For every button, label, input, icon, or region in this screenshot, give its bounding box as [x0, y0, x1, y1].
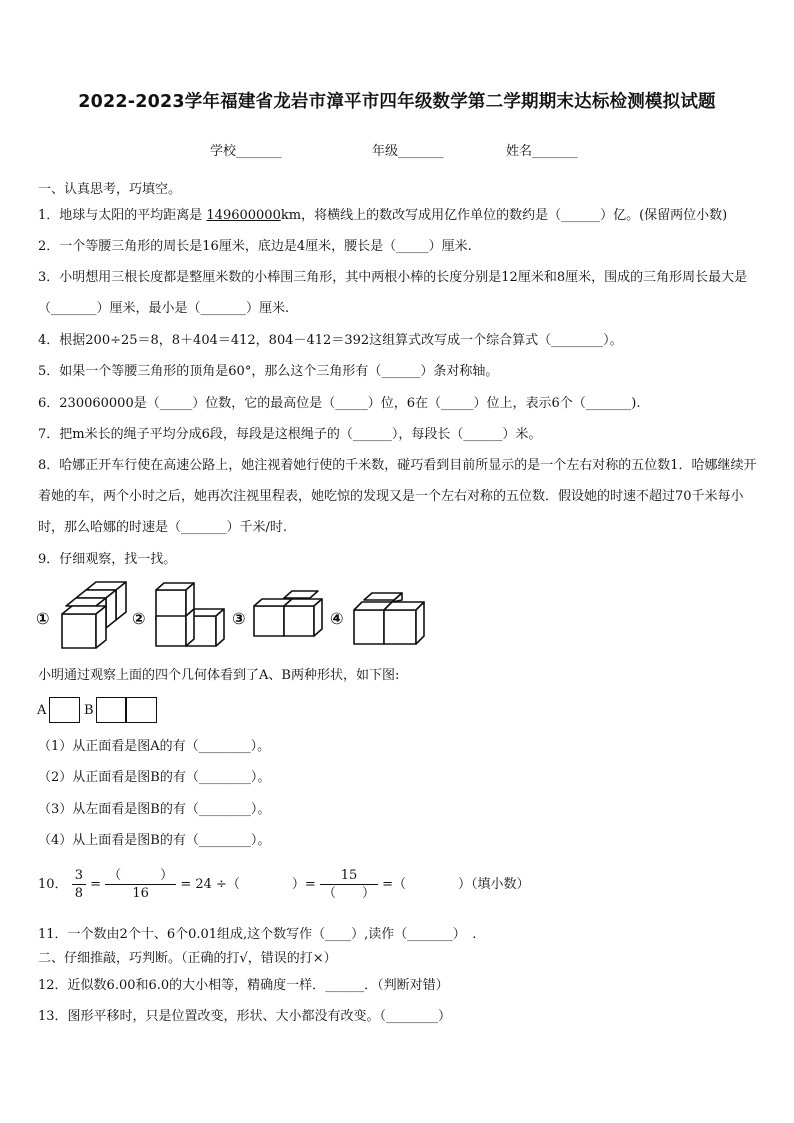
section-1-heading: 一、认真思考，巧填空。 — [38, 182, 182, 197]
shape-b-label: B — [84, 703, 94, 718]
figure-4-label: ④ — [330, 609, 344, 628]
question-7: 7．把m米长的绳子平均分成6段，每段是这根绳子的（______），每段长（______）米。 — [38, 427, 542, 442]
question-4: 4．根据200÷25＝8，8＋404＝412，804－412＝392这组算式改写成一个综合算式（________）。 — [38, 333, 623, 348]
question-12: 12．近似数6.00和6.0的大小相等，精确度一样．______．（判断对错） — [38, 978, 449, 993]
figure-1-label: ① — [36, 609, 50, 628]
cube-figures — [36, 580, 436, 652]
question-9-sub-2: （2）从正面看是图B的有（________）。 — [38, 770, 271, 785]
question-5: 5．如果一个等腰三角形的顶角是60°，那么这个三角形有（______）条对称轴。 — [38, 364, 499, 379]
question-2: 2．一个等腰三角形的周长是16厘米，底边是4厘米，腰长是（_____）厘米. — [38, 239, 472, 254]
question-1-post: km，将横线上的数改写成用亿作单位的数约是（______）亿。(保留两位小数) — [280, 208, 728, 223]
question-9-sub-3: （3）从左面看是图B的有（________）。 — [38, 802, 271, 817]
question-10-number: 10． — [38, 877, 68, 892]
fraction-3-8: $\frac{3}{8}$ — [72, 867, 86, 902]
question-10 — [38, 864, 530, 906]
figure-1-cubes — [62, 582, 126, 648]
question-10-tail: =（ ）（填小数） — [382, 877, 530, 892]
question-1 — [38, 207, 727, 225]
shape-a-label: A — [37, 703, 47, 718]
question-1-underlined-number: 149600000 — [206, 208, 281, 223]
equals-sign: = — [90, 877, 102, 892]
shape-a-square — [49, 697, 80, 723]
question-8: 8．哈娜正开车行使在高速公路上，她注视着她行使的千米数，碰巧看到目前所显示的是一个左右对称的五位数1．哈娜继续开着她的车，两个小时之后，她再次注视里程表，她吃惊的发现又是一个左右对称的五位数．假设她的时速不超过70千米每小时，那么哈娜的时速是（_______）千米/时. — [38, 458, 757, 535]
question-9-sub-4: （4）从上面看是图B的有（________）。 — [38, 833, 271, 848]
name-field: 姓名_______ — [506, 144, 578, 159]
question-9-sub-1: （1）从正面看是图A的有（________）。 — [38, 739, 271, 754]
fraction-15-blank: $\frac{15}{( )}$ — [320, 867, 378, 902]
question-10-middle: = 24 ÷（ ）= — [180, 877, 316, 892]
question-3: 3．小明想用三根长度都是整厘米数的小棒围三角形，其中两根小棒的长度分别是12厘米和8厘米，围成的三角形周长最大是（_______）厘米，最小是（_______）厘米. — [38, 270, 748, 316]
question-6: 6．230060000是（_____）位数，它的最高位是（_____）位，6在（_____）位上，表示6个（_______). — [38, 396, 641, 411]
section-2-heading: 二、仔细推敲，巧判断。（正确的打√，错误的打×） — [38, 951, 337, 966]
fraction-blank-16: $\frac{( )}{16}$ — [105, 867, 176, 902]
figure-3-cubes — [254, 591, 322, 636]
question-9-intro: 小明通过观察上面的四个几何体看到了A、B两种形状，如下图: — [38, 668, 400, 683]
page-title: 2022-2023学年福建省龙岩市漳平市四年级数学第二学期期末达标检测模拟试题 — [78, 92, 716, 112]
shape-b-rectangle — [96, 697, 157, 723]
question-9: 9．仔细观察，找一找。 — [38, 552, 177, 567]
school-field: 学校_______ — [210, 144, 282, 159]
question-11: 11．一个数由2个十、6个0.01组成,这个数写作（____）,读作（_______） . — [38, 927, 477, 942]
grade-field: 年级_______ — [372, 144, 444, 159]
figure-3-label: ③ — [232, 609, 246, 628]
figure-2-cubes — [156, 583, 224, 646]
figure-4-cubes — [354, 593, 424, 644]
question-13: 13．图形平移时，只是位置改变，形状、大小都没有改变。（________） — [38, 1009, 452, 1024]
figure-2-label: ② — [132, 609, 146, 628]
question-1-pre: 1．地球与太阳的平均距离是 — [38, 208, 207, 223]
